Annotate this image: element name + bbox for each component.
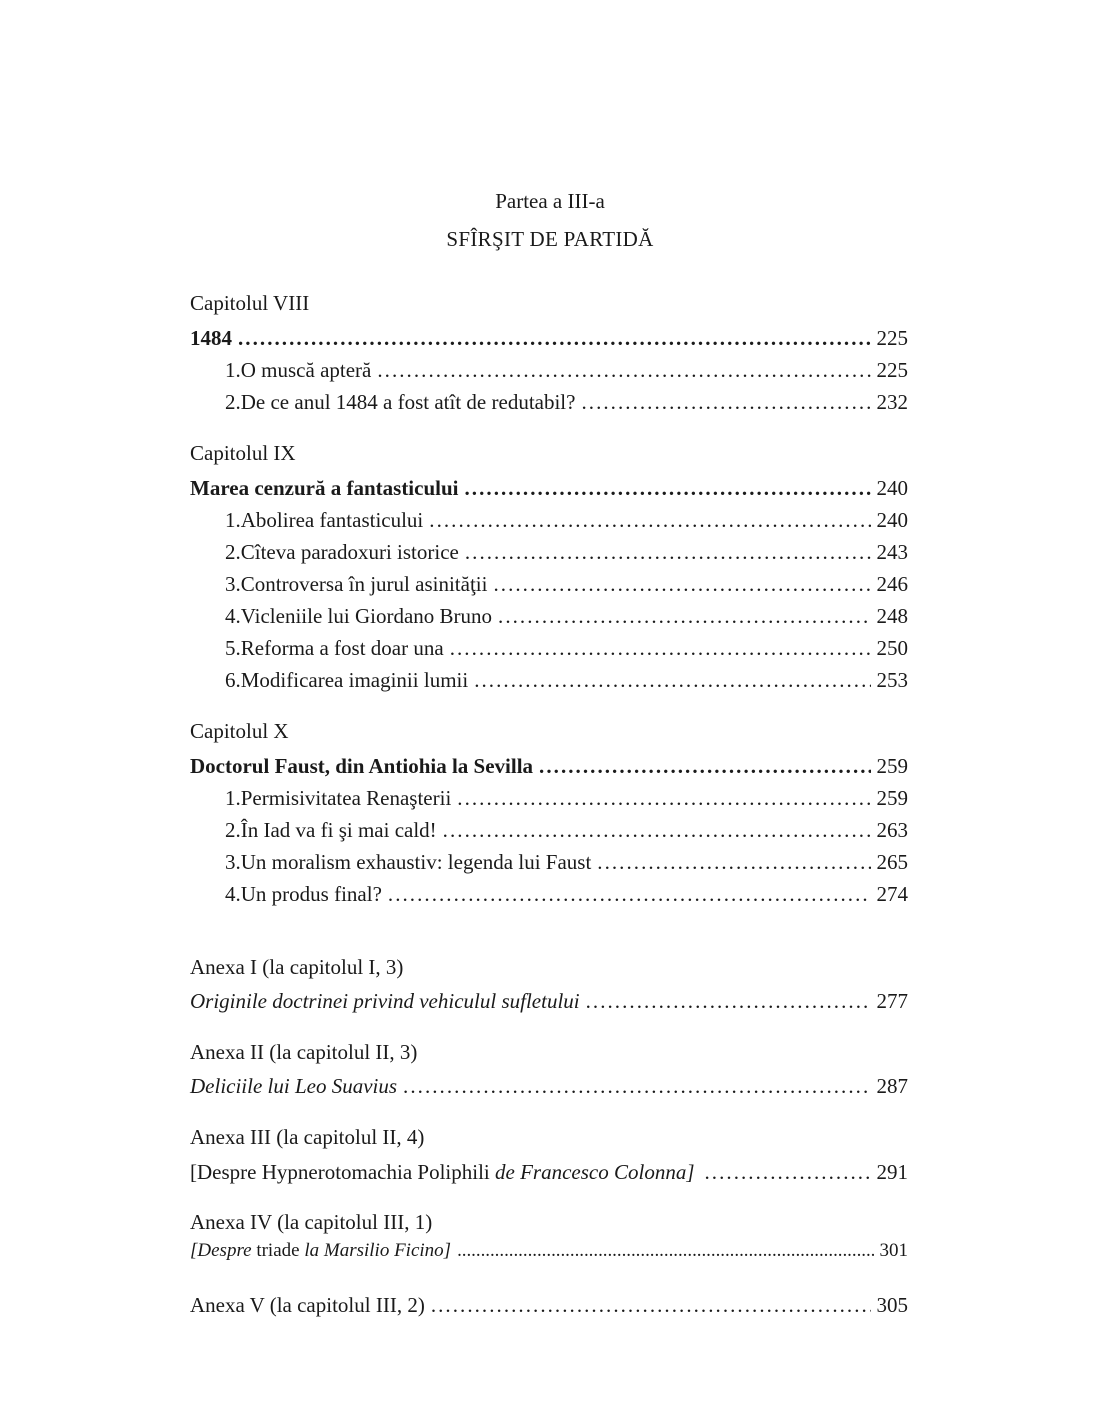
section-title: Vicleniile lui Giordano Bruno — [240, 604, 493, 628]
page-number: 287 — [876, 1074, 908, 1098]
section-number: 4. — [225, 882, 241, 906]
annex-label: Anexa II (la capitolul II, 3) — [190, 1040, 418, 1064]
section-number: 2. — [225, 818, 241, 842]
page-number: 274 — [876, 882, 908, 906]
section-number: 6. — [225, 668, 241, 692]
page-number: 305 — [876, 1293, 908, 1317]
page-number: 259 — [876, 754, 908, 778]
section-number: 1. — [225, 786, 241, 810]
part-label: Partea a III-a — [495, 189, 605, 213]
section-number: 2. — [225, 540, 241, 564]
leader-dots — [443, 815, 871, 845]
leader-dots — [403, 1071, 870, 1101]
page-number: 301 — [879, 1240, 908, 1261]
section-title: Cîteva paradoxuri istorice — [240, 540, 459, 564]
page-number: 248 — [876, 604, 908, 628]
leader-dots — [377, 355, 870, 385]
leader-dots — [581, 387, 870, 417]
toc-entry-section[interactable] — [225, 387, 908, 417]
leader-dots — [388, 879, 871, 909]
section-number: 2. — [225, 390, 241, 414]
annex-title-italic: la Marsilio Ficino] — [304, 1240, 452, 1261]
chapter-label: Capitolul X — [190, 719, 289, 743]
section-number: 1. — [225, 508, 241, 532]
chapter-label: Capitolul IX — [190, 441, 296, 465]
section-title: Permisivitatea Renaşterii — [240, 786, 452, 810]
section-number: 3. — [225, 850, 241, 874]
toc-entry-annex[interactable] — [190, 1157, 908, 1187]
section-title: Controversa în jurul asinităţii — [240, 572, 488, 596]
page-number: 259 — [876, 786, 908, 810]
page-number: 250 — [876, 636, 908, 660]
section-number: 5. — [225, 636, 241, 660]
toc-entry-chapter[interactable] — [190, 323, 908, 353]
page-number: 225 — [876, 358, 908, 382]
page-number: 225 — [876, 326, 908, 350]
chapter-label: Capitolul VIII — [190, 291, 310, 315]
leader-dots — [457, 1236, 873, 1266]
page-number: 243 — [876, 540, 908, 564]
section-title: Un moralism exhaustiv: legenda lui Faust — [240, 850, 592, 874]
leader-dots — [474, 665, 870, 695]
annex-label: Anexa III (la capitolul II, 4) — [190, 1125, 425, 1149]
toc-entry-section[interactable] — [225, 505, 908, 535]
leader-dots — [597, 847, 870, 877]
annex-title-roman: triade — [251, 1240, 305, 1261]
leader-dots — [465, 473, 871, 503]
leader-dots — [539, 751, 870, 781]
page-number: 232 — [876, 390, 908, 414]
section-number: 4. — [225, 604, 241, 628]
annex-title-italic: de Francesco Colonna] — [495, 1160, 695, 1184]
toc-entry-section[interactable] — [225, 879, 908, 909]
toc-entry-annex[interactable] — [190, 1071, 908, 1101]
toc-entry-section[interactable] — [225, 569, 908, 599]
toc-entry-section[interactable] — [225, 633, 908, 663]
section-title: O muscă apteră — [240, 358, 372, 382]
section-title: Un produs final? — [240, 882, 382, 906]
toc-entry-section[interactable] — [225, 537, 908, 567]
page-number: 291 — [876, 1160, 908, 1184]
leader-dots — [429, 505, 870, 535]
annex-title: Originile doctrinei privind vehiculul sufletului — [190, 989, 580, 1013]
section-title: Abolirea fantasticului — [240, 508, 424, 532]
leader-dots — [705, 1157, 871, 1187]
chapter-title: Doctorul Faust, din Antiohia la Sevilla — [190, 754, 534, 778]
page-number: 277 — [876, 989, 908, 1013]
toc-entry-annex[interactable] — [190, 1236, 908, 1266]
annex-label: Anexa I (la capitolul I, 3) — [190, 955, 404, 979]
leader-dots — [450, 633, 871, 663]
annex-title: Deliciile lui Leo Suavius — [190, 1074, 398, 1098]
leader-dots — [465, 537, 871, 567]
annex-label: Anexa IV (la capitolul III, 1) — [190, 1210, 433, 1234]
toc-entry-section[interactable] — [225, 601, 908, 631]
toc-entry-section[interactable] — [225, 355, 908, 385]
toc-entry-annex[interactable] — [190, 1290, 908, 1320]
toc-entry-section[interactable] — [225, 847, 908, 877]
leader-dots — [493, 569, 870, 599]
section-title: În Iad va fi şi mai cald! — [240, 818, 437, 842]
annex-title-italic: [Despre — [190, 1240, 252, 1261]
annex-title-roman: [Despre Hypnerotomachia Poliphili — [190, 1160, 496, 1184]
leader-dots — [498, 601, 870, 631]
section-title: De ce anul 1484 a fost atît de redutabil? — [240, 390, 576, 414]
section-title: Modificarea imaginii lumii — [240, 668, 469, 692]
chapter-title: Marea cenzură a fantasticului — [190, 476, 459, 500]
page-number: 263 — [876, 818, 908, 842]
annex-label: Anexa V (la capitolul III, 2) — [190, 1293, 425, 1317]
toc-entry-section[interactable] — [225, 815, 908, 845]
page-number: 246 — [876, 572, 908, 596]
leader-dots — [457, 783, 870, 813]
page-number: 240 — [876, 508, 908, 532]
chapter-title: 1484 — [190, 326, 232, 350]
toc-entry-annex[interactable] — [190, 986, 908, 1016]
leader-dots — [586, 986, 871, 1016]
page-number: 240 — [876, 476, 908, 500]
section-number: 1. — [225, 358, 241, 382]
leader-dots — [238, 323, 871, 353]
toc-entry-chapter[interactable] — [190, 751, 908, 781]
toc-entry-section[interactable] — [225, 665, 908, 695]
section-title: Reforma a fost doar una — [240, 636, 444, 660]
page-number: 265 — [876, 850, 908, 874]
part-title: SFÎRŞIT DE PARTIDĂ — [446, 227, 654, 251]
section-number: 3. — [225, 572, 241, 596]
toc-entry-chapter[interactable] — [190, 473, 908, 503]
toc-entry-section[interactable] — [225, 783, 908, 813]
page-number: 253 — [876, 668, 908, 692]
leader-dots — [431, 1290, 871, 1320]
